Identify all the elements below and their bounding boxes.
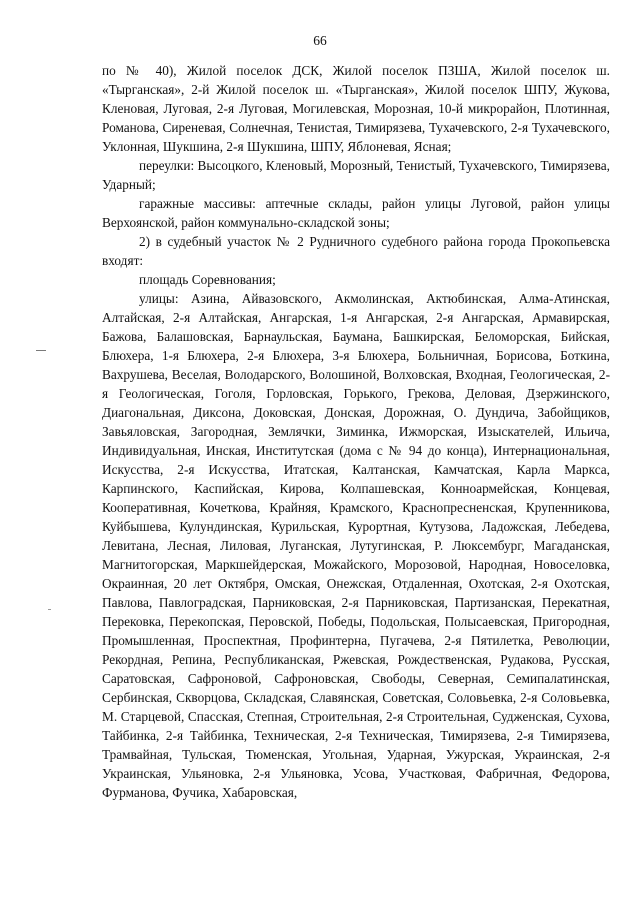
page-number: 66 — [313, 33, 327, 48]
margin-tick-mark — [48, 609, 51, 610]
paragraph-residential-streets: по № 40), Жилой поселок ДСК, Жилой поселок ПЗША, Жилой поселок ш. «Тырганская», 2-й Жилой поселок ш. «Тырганская», Жилой поселок ШПУ, Жукова, Кленовая, Луговая, 2-я Луговая, Могилевская, Морозная, 10-й микрорайон, Плотинная, Романова, Сиреневая, Солнечная, Тенистая, Тимирязева, Тухачевского, 2-я Тухачевского, Уклонная, Шукшина, 2-я Шукшина, ШПУ, Яблоневая, Ясная; — [102, 63, 610, 154]
paragraph-square: площадь Соревнования; — [139, 272, 276, 287]
document-body — [102, 61, 610, 802]
margin-mark — [36, 350, 46, 351]
paragraph-court-district-2: 2) в судебный участок № 2 Рудничного судебного района города Прокопьевска входят: — [102, 234, 610, 268]
paragraph-lanes: переулки: Высоцкого, Кленовый, Морозный, Тенистый, Тухачевского, Тимирязева, Ударный; — [102, 158, 610, 192]
paragraph-streets-list: улицы: Азина, Айвазовского, Акмолинская, Актюбинская, Алма-Атинская, Алтайская, 2-я Алтайская, Ангарская, 1-я Ангарская, 2-я Ангарская, Армавирская, Бажова, Балашовская, Барнаульская, Баумана, Башкирская, Беломорская, Бийская, Блюхера, 1-я Блюхера, 2-я Блюхера, 3-я Блюхера, Больничная, Борисова, Боткина, Вахрушева, Веселая, Володарского, Волошиной, Волховская, Входная, Геологическая, 2-я Геологическая, Гоголя, Горловская, Горького, Грекова, Деловая, Дзержинского, Диагональная, Диксона, Доковская, Донская, Дорожная, О. Дундича, Забойщиков, Завьяловская, Загородная, Землячки, Зиминка, Ижморская, Изыскателей, Ильича, Индивидуальная, Инская, Институтская (дома с № 94 до конца), Интернациональная, Искусства, 2-я Искусства, Итатская, Калтанская, Камчатская, Карла Маркса, Карпинского, Каспийская, Кирова, Колпашевская, Конноармейская, Концевая, Кооперативная, Кочеткова, Крайняя, Крамского, Краснопресненская, Крупенникова, Куйбышева, Кулундинская, Курильская, Курортная, Кутузова, Ладожская, Лебедева, Левитана, Лесная, Лиловая, Луганская, Лутугинская, Р. Люксембург, Магаданская, Магнитогорская, Маркшейдерская, Можайского, Морозовой, Народная, Новоселовка, Окраинная, 20 лет Октября, Омская, Онежская, Отдаленная, Охотская, 2-я Охотская, Павлова, Павлоградская, Парниковская, 2-я Парниковская, Партизанская, Перекатная, Перековка, Перекопская, Перовской, Победы, Подольская, Полысаевская, Пригородная, Промышленная, Проспектная, Профинтерна, Пугачева, 2-я Пятилетка, Революции, Рекордная, Репина, Республиканская, Ржевская, Рождественская, Рудакова, Русская, Саратовская, Сафроновой, Сафроновская, Свободы, Северная, Семипалатинская, Сербинская, Скворцова, Складская, Славянская, Советская, Соловьевка, 2-я Соловьевка, М. Старцевой, Спасская, Степная, Строительная, 2-я Строительная, Судженская, Сухова, Тайбинка, 2-я Тайбинка, Техническая, 2-я Техническая, Тимирязева, 2-я Тимирязева, Трамвайная, Тульская, Тюменская, Угольная, Ударная, Ужурская, Украинская, 2-я Украинская, Ульяновка, 2-я Ульяновка, Усова, Участковая, Фабричная, Федорова, Фурманова, Фучика, Хабаровская, — [102, 291, 610, 800]
paragraph-garage-arrays: гаражные массивы: аптечные склады, район улицы Луговой, район улицы Верхоянской, район коммунально-складской зоны; — [102, 196, 610, 230]
